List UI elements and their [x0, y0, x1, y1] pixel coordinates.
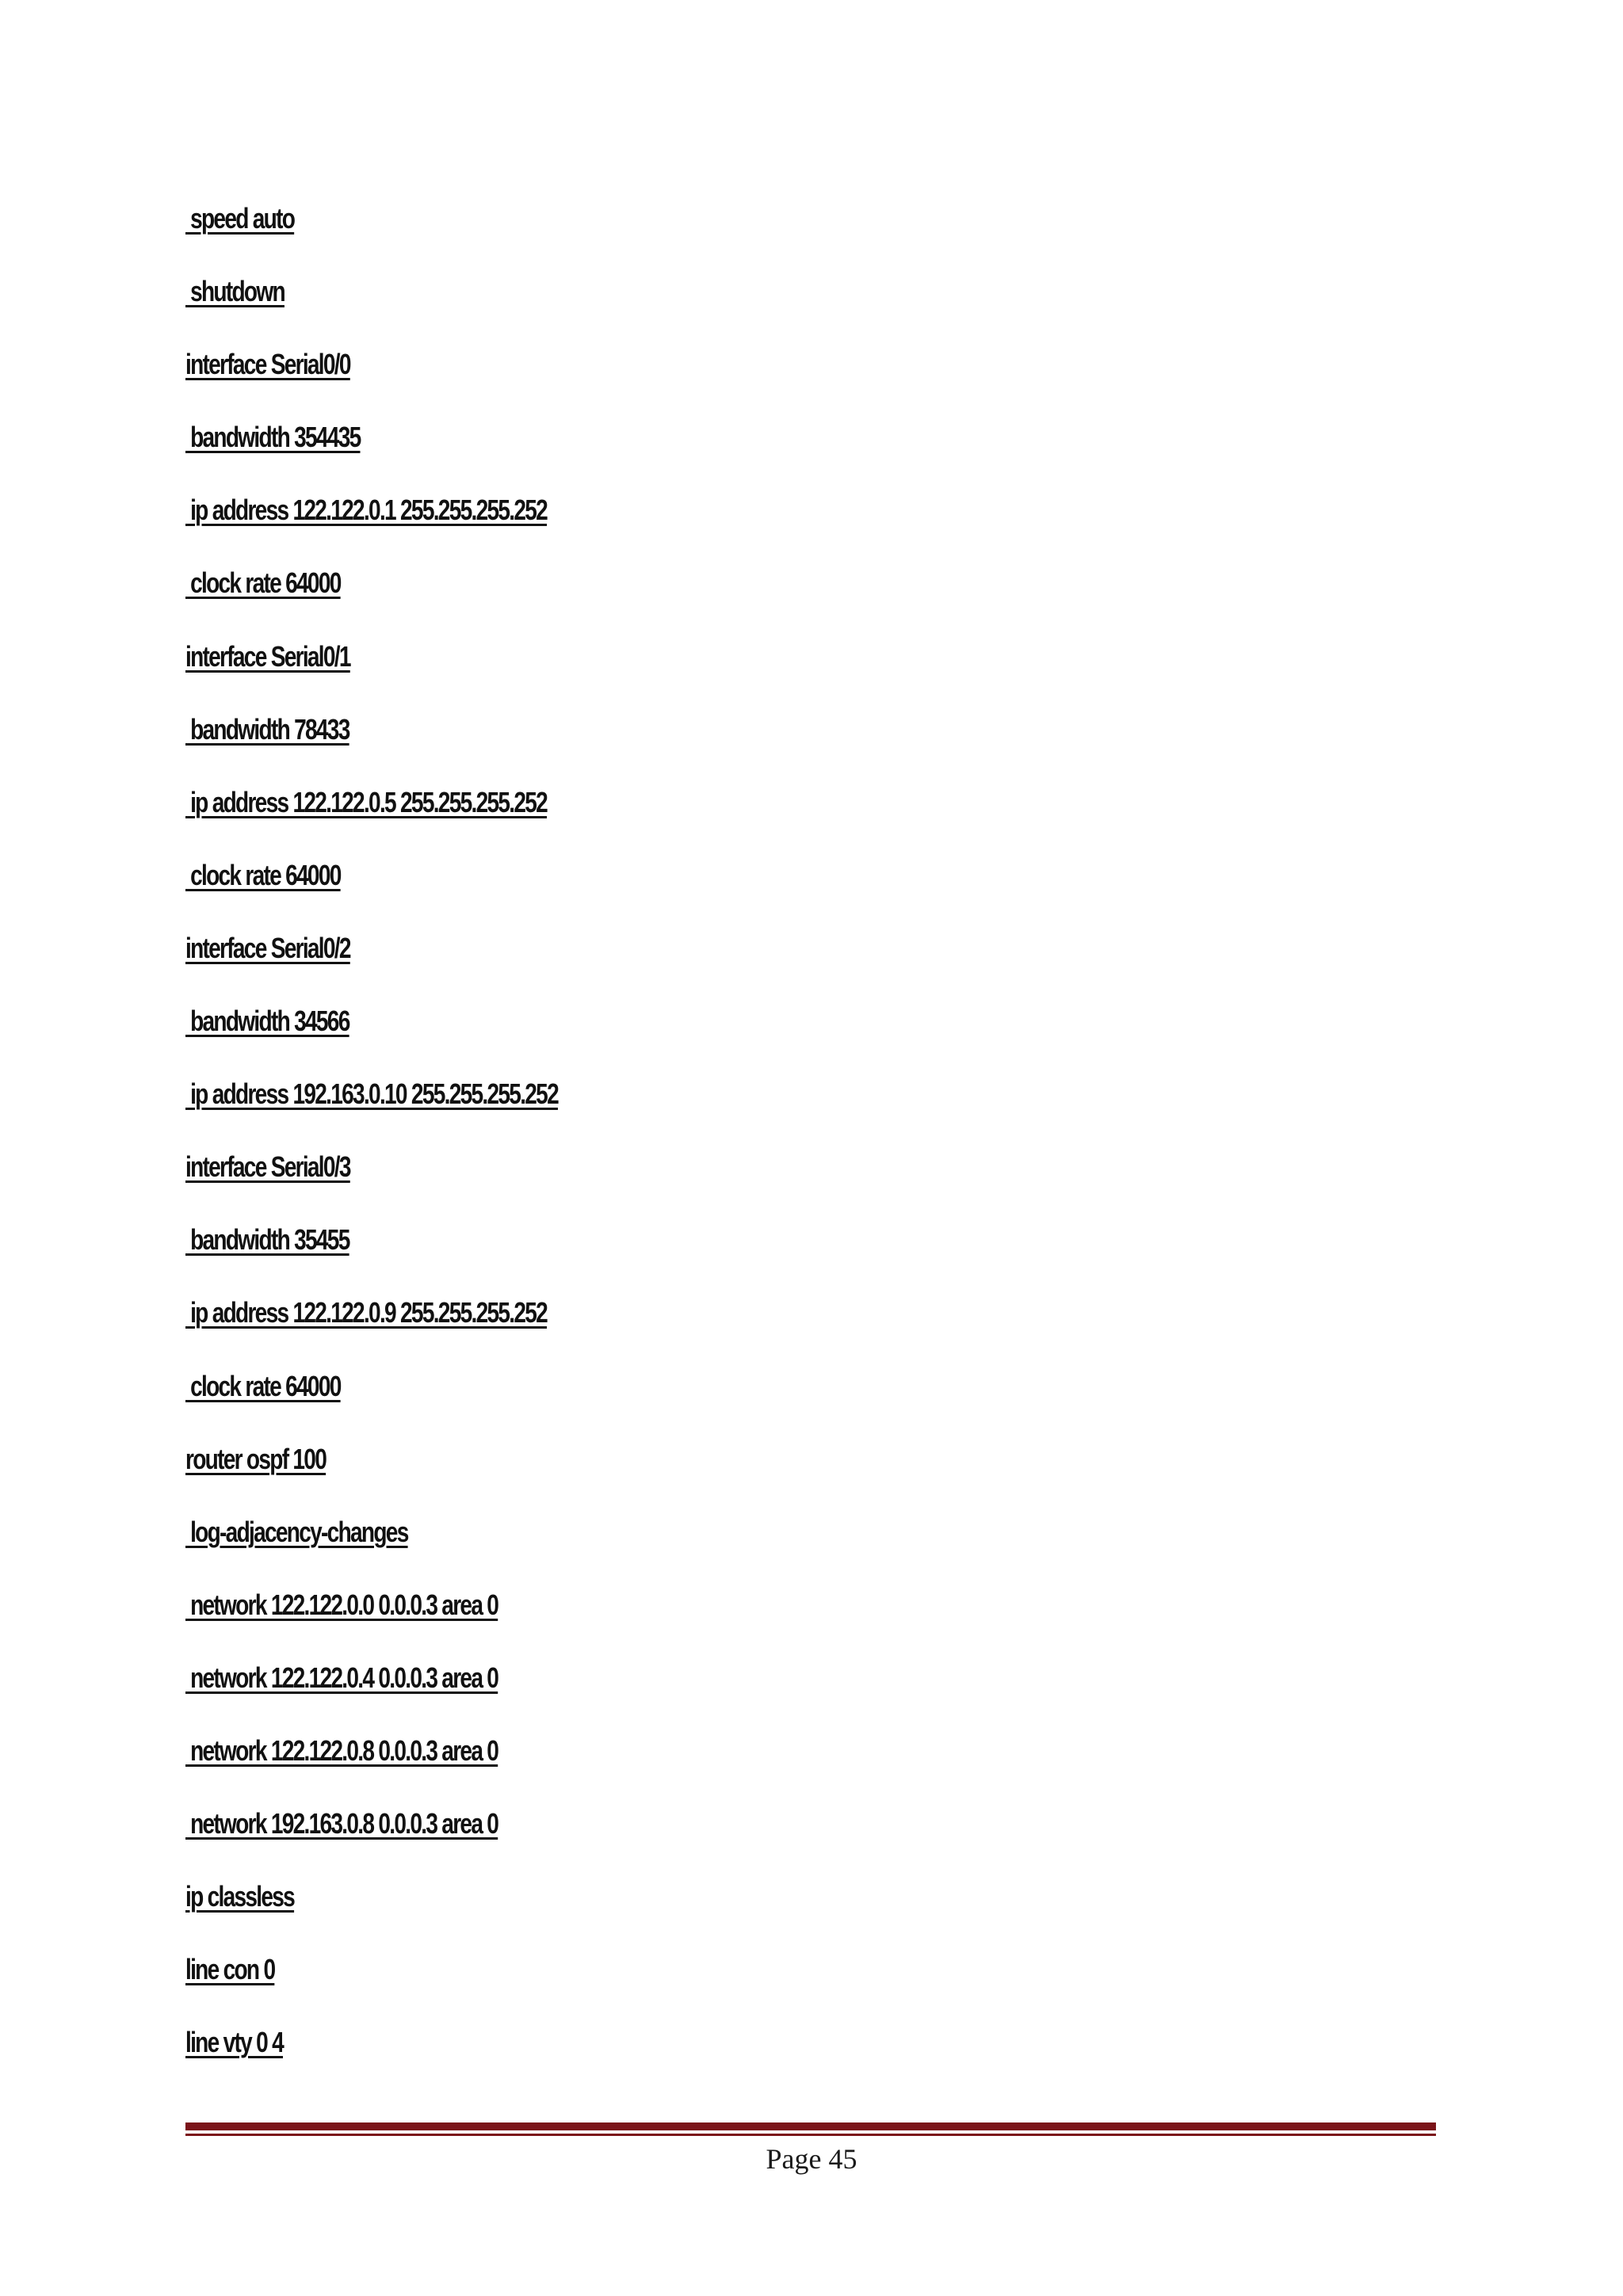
config-line: ip address 122.122.0.1 255.255.255.252	[185, 494, 548, 527]
config-line: clock rate 64000	[185, 1369, 341, 1402]
config-line: ip address 192.163.0.10 255.255.255.252	[185, 1077, 558, 1111]
config-line: bandwidth 35455	[185, 1223, 349, 1257]
config-line: interface Serial0/1	[185, 639, 350, 673]
config-line: ip classless	[185, 1880, 295, 1913]
config-line: bandwidth 78433	[185, 712, 349, 746]
config-line: log-adjacency-changes	[185, 1515, 408, 1548]
config-line: network 122.122.0.0 0.0.0.3 area 0	[185, 1588, 498, 1621]
config-line: interface Serial0/0	[185, 348, 350, 381]
config-line: ip address 122.122.0.9 255.255.255.252	[185, 1296, 548, 1329]
footer-rule	[185, 2122, 1436, 2130]
config-line: bandwidth 34566	[185, 1005, 349, 1038]
config-line: line vty 0 4	[185, 2026, 284, 2059]
config-line: router ospf 100	[185, 1442, 327, 1475]
config-line: ip address 122.122.0.5 255.255.255.252	[185, 785, 548, 818]
config-line: interface Serial0/2	[185, 931, 350, 964]
config-line: bandwidth 354435	[185, 421, 361, 454]
config-line: interface Serial0/3	[185, 1150, 350, 1184]
config-line: shutdown	[185, 275, 285, 308]
config-line: network 192.163.0.8 0.0.0.3 area 0	[185, 1807, 498, 1840]
config-listing	[185, 195, 663, 2092]
config-line: clock rate 64000	[185, 858, 341, 891]
page-number: Page 45	[766, 2143, 857, 2175]
footer-rule-thin	[185, 2134, 1436, 2136]
config-line: clock rate 64000	[185, 566, 341, 600]
config-line: network 122.122.0.8 0.0.0.3 area 0	[185, 1733, 498, 1767]
config-line: line con 0	[185, 1953, 275, 1986]
config-line: speed auto	[185, 202, 295, 235]
config-line: network 122.122.0.4 0.0.0.3 area 0	[185, 1661, 498, 1694]
